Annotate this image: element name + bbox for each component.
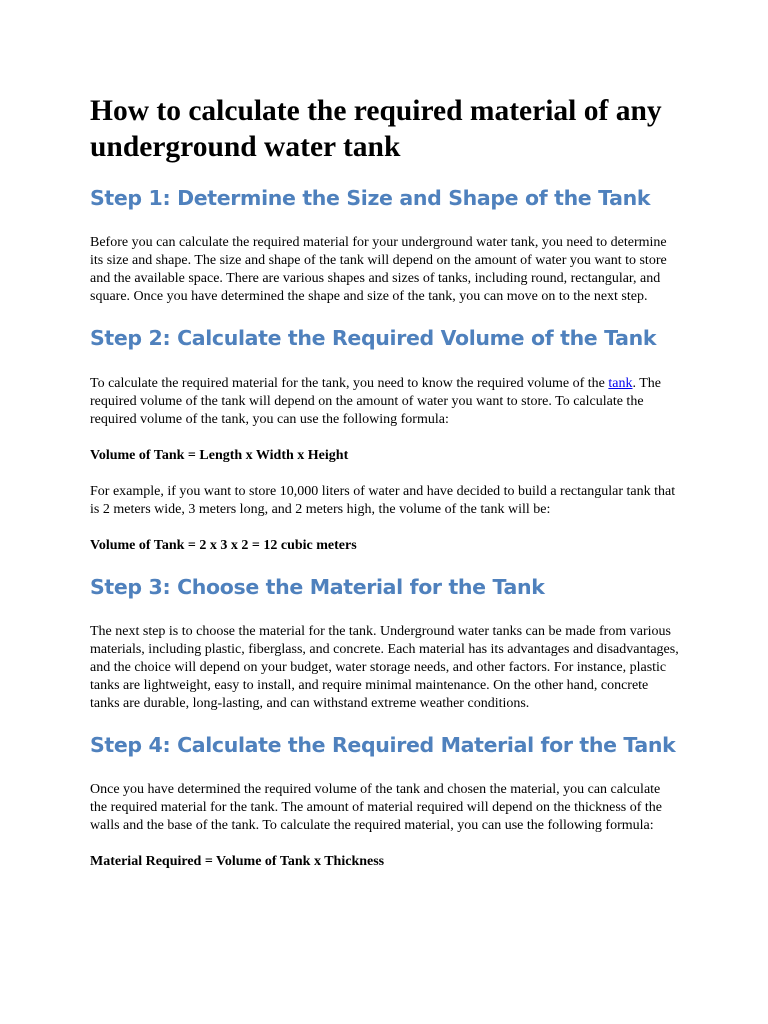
step-2-heading: Step 2: Calculate the Required Volume of the Tank [90,326,657,350]
step-2-paragraph [90,375,680,429]
step-4-heading: Step 4: Calculate the Required Material for the Tank [90,733,676,757]
tank-link[interactable]: tank [608,376,633,391]
document-page [90,0,680,871]
step-1-heading: Step 1: Determine the Size and Shape of the Tank [90,186,651,210]
step-4-paragraph: Once you have determined the required volume of the tank and chosen the material, you can calculate the required material for the tank. The amount of material required will depend on the thickness of the walls and the base of the tank. To calculate the required material, you can use the following formula: [90,782,662,833]
volume-formula: Volume of Tank = Length x Width x Height [90,448,349,463]
step-2-paragraph-start: To calculate the required material for the tank, you need to know the required volume of the [90,376,609,391]
step-2-example: For example, if you want to store 10,000 liters of water and have decided to build a rectangular tank that is 2 meters wide, 3 meters long, and 2 meters high, the volume of the tank will be: [90,484,676,517]
page-title: How to calculate the required material of any underground water tank [90,95,662,163]
step-1-paragraph: Before you can calculate the required material for your underground water tank, you need to determine its size and shape. The size and shape of the tank will depend on the amount of water you want to store and the available space. There are various shapes and sizes of tanks, including round, rectangular, and square. Once you have determined the shape and size of the tank, you can move on to the next step. [90,235,667,304]
step-3-paragraph: The next step is to choose the material for the tank. Underground water tanks can be made from various materials, including plastic, fiberglass, and concrete. Each material has its advantages and disadvantages, and the choice will depend on your budget, water storage needs, and other factors. For instance, plastic tanks are lightweight, easy to install, and require minimal maintenance. On the other hand, concrete tanks are durable, long-lasting, and can withstand extreme weather conditions. [90,624,679,711]
step-2-paragraph-end: . The required volume of the tank will depend on the amount of water you want to store. To calculate the required volume of the tank, you can use the following formula: [90,376,662,427]
material-formula: Material Required = Volume of Tank x Thickness [90,854,385,869]
step-3-heading: Step 3: Choose the Material for the Tank [90,575,545,599]
volume-example-result: Volume of Tank = 2 x 3 x 2 = 12 cubic meters [90,538,357,553]
